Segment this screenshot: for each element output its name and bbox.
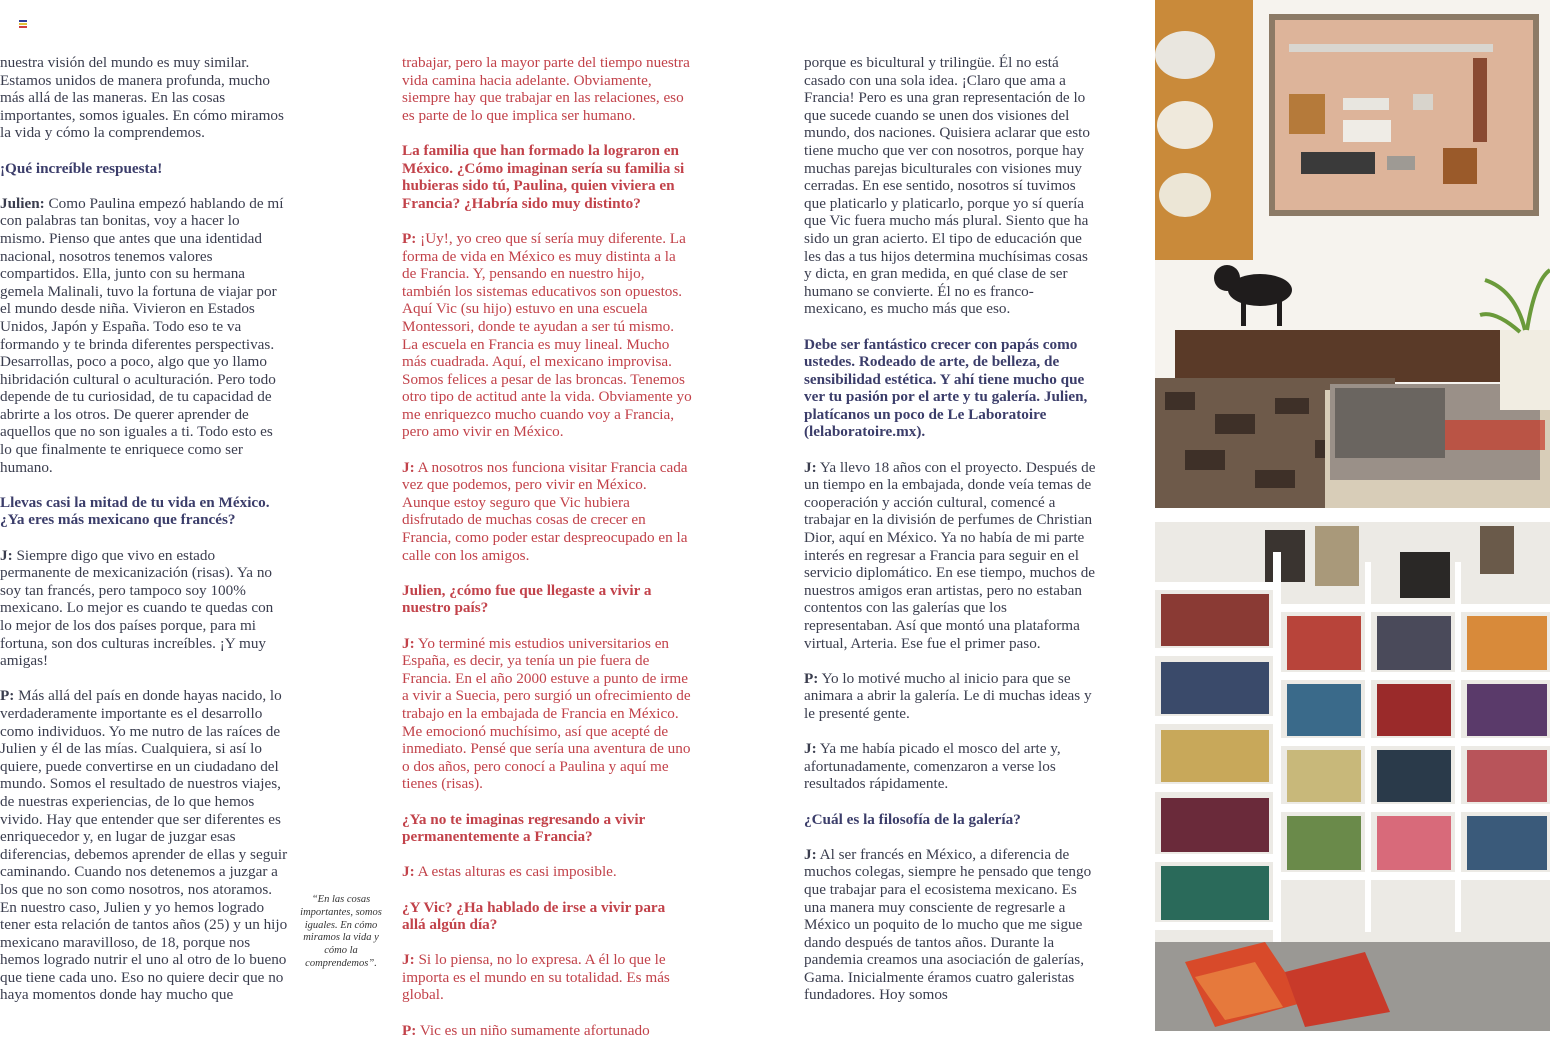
art-wall-illustration: [1155, 0, 1550, 508]
speaker-label: P:: [0, 687, 15, 705]
interview-answer: [804, 459, 1096, 653]
answer-text: Yo terminé mis estudios universitarios en España, es decir, ya tenía un pie fuera de Francia. En el año 2000 estuve a punto de irme a vivir a Suecia, pero surgió un ofrecimiento de trabajo en la embajada de Francia en México. Me emocionó muchísimo, así que acepté de inmediato. Pensé que sería una aventura de uno o dos años, pero conocí a Paulina y aquí me tienes (risas).: [402, 634, 691, 793]
interview-answer: [402, 1022, 692, 1040]
speaker-label: J:: [402, 951, 415, 969]
article-column-3: [804, 54, 1096, 1022]
speaker-label: J:: [402, 863, 415, 881]
interview-question: ¿Ya no te imaginas regresando a vivir permanentemente a Francia?: [402, 810, 646, 846]
interview-answer: [402, 951, 692, 1004]
answer-text: Ya llevo 18 años con el proyecto. Después de un tiempo en la embajada, donde veía temas de cooperación y acción cultural, comencé a trabajar en la división de perfumes de Christian Dior, aquí en México. Ya no había de mi parte interés en regresar a Francia para seguir en el servicio diplomático. En ese tiempo, muchos de nuestros amigos eran artistas, pero no estaban contentos con las galerías que los representaban. Así que montó una plataforma virtual, Arteria. Ese fue el primer paso.: [804, 458, 1096, 652]
paragraph: nuestra visión del mundo es muy similar. Estamos unidos de manera profunda, mucho más allá de las maneras. En las cosas importantes, somos iguales. En cómo miramos la vida y cómo la comprendemos.: [0, 54, 284, 142]
pull-quote: “En las cosas importantes, somos iguales. En cómo miramos la vida y cómo la comprendemos”.: [300, 894, 382, 969]
speaker-label: J:: [804, 458, 817, 476]
answer-text: ¡Uy!, yo creo que sí sería muy diferente. La forma de vida en México es muy distinta a la de Francia. Y, pensando en nuestro hijo, también los sistemas educativos son opuestos. Aquí Vic (su hijo) estuvo en una escuela Montessori, donde te ayudan a ser tú mismo. La escuela en Francia es muy lineal. Mucho más cuadrada. Aquí, el mexicano improvisa. Somos felices a pesar de las broncas. Tenemos otro tipo de actitud ante la vida. Obviamente yo me enriquezco mucho cuando voy a Francia, pero amo vivir en México.: [402, 229, 692, 441]
interview-answer: [0, 687, 288, 1004]
flag-icon: [19, 20, 27, 27]
interview-question: Llevas casi la mitad de tu vida en México. ¿Ya eres más mexicano que francés?: [0, 493, 270, 529]
answer-text: Como Paulina empezó hablando de mí con palabras tan bonitas, voy a hacer lo mismo. Pienso que antes que una identidad nacional, nosotros tenemos valores compartidos. Ella, junto con su hermana gemela Malinali, tuvo la fortuna de viajar por el mundo desde niña. Vivieron en Estados Unidos, Japón y España. Todo eso te va formando y te brinda diferentes perspectivas. Desarrollas, poco a poco, algo que yo llamo hibridación cultural o aculturación. Pero todo depende de tu curiosidad, de tu capacidad de abrirte a los otros. De querer aprender de aquellos que no son iguales a ti. Todo esto es lo que finalmente te enriquece como ser humano.: [0, 194, 284, 476]
interview-answer: [402, 635, 692, 793]
interview-answer: [0, 547, 288, 670]
answer-text: Yo lo motivé mucho al inicio para que se animara a abrir la galería. Le di muchas ideas y le presenté gente.: [804, 669, 1092, 722]
article-column-2: [402, 54, 692, 1057]
speaker-label: J:: [402, 634, 415, 652]
speaker-label: J:: [402, 458, 415, 476]
answer-text: Ya me había picado el mosco del arte y, afortunadamente, comenzaron a verse los resultados rápidamente.: [804, 740, 1061, 793]
answer-text: Siempre digo que vivo en estado permanente de mexicanización (risas). Ya no soy tan francés, pero tampoco soy 100% mexicano. Lo mejor es cuando te quedas con lo mejor de los dos países porque, para mi fortuna, son dos culturas increíbles. ¡Y muy amigas!: [0, 546, 274, 670]
answer-text: Si lo piensa, no lo expresa. A él lo que le importa es el mundo en su totalidad. Es más global.: [402, 951, 670, 1004]
speaker-label: P:: [402, 1021, 417, 1039]
flag-stripe: [19, 23, 27, 25]
interview-question: ¿Cuál es la filosofía de la galería?: [804, 810, 1021, 828]
interview-question: Julien, ¿cómo fue que llegaste a vivir a nuestro país?: [402, 581, 652, 617]
photo-art-wall-dog: [1155, 0, 1550, 508]
speaker-label: P:: [804, 669, 819, 687]
paragraph: porque es bicultural y trilingüe. Él no está casado con una sola idea. ¡Claro que ama a Francia! Pero es una gran representación de lo que sucede cuando se unen dos visiones del mundo, dos naciones. Quisiera aclarar que esto tiene mucho que ver con nosotros, porque hay muchas parejas biculturales con visiones muy cerradas. En ese sentido, nosotros sí tuvimos que platicarlo y platicarlo, porque yo sí quería que Vic fuera mucho más plural. Siento que ha sido un gran acierto. El tipo de educación que les das a tus hijos determina muchísimas cosas y dicta, en gran medida, en qué clase de ser humano se convierte. Él no es franco-mexicano, es mucho más que eso.: [804, 54, 1090, 318]
answer-text: Al ser francés en México, a diferencia de muchos colegas, siempre he pensado que tengo que trabajar para el ecosistema mexicano. Es una manera muy consciente de regresarle a México un poquito de lo mucho que me sigue dando después de tantos años. Durante la pandemia creamos una asociación de galerías, Gama. Inicialmente éramos cuatro galeristas fundadores. Hoy somos: [804, 845, 1092, 1004]
speaker-label: J:: [804, 740, 817, 758]
interview-answer: [0, 195, 288, 477]
interview-question: ¿Y Vic? ¿Ha hablado de irse a vivir para allá algún día?: [402, 898, 666, 934]
speaker-label: P:: [402, 229, 417, 247]
interview-question: ¡Qué increíble respuesta!: [0, 159, 163, 177]
answer-text: Vic es un niño sumamente afortunado: [416, 1021, 650, 1039]
interview-question: Debe ser fantástico crecer con papás como ustedes. Rodeado de arte, de belleza, de sensibilidad estética. Y ahí tiene mucho que ver tu pasión por el arte y tu galería. Julien, platícanos un poco de Le Laboratoire (lelaboratoire.mx).: [804, 335, 1088, 441]
interview-answer: [402, 863, 692, 881]
interview-answer: [804, 846, 1096, 1004]
flag-stripe: [19, 26, 27, 28]
answer-text: A nosotros nos funciona visitar Francia cada vez que podemos, pero vivir en México. Aunque estoy seguro que Vic hubiera disfrutado de muchas cosas de crecer en Francia, como poder estar despreocupado en la calle con los amigos.: [402, 458, 688, 564]
article-column-1: [0, 54, 288, 1022]
photo-bookshelves: [1155, 522, 1550, 1031]
bookshelves-illustration: [1155, 522, 1550, 1031]
interview-answer: [804, 740, 1096, 793]
interview-answer: [402, 230, 692, 441]
speaker-label: J:: [0, 546, 13, 564]
answer-text: A estas alturas es casi imposible.: [414, 863, 617, 881]
answer-text: Más allá del país en donde hayas nacido, lo verdaderamente importante es el desarrollo como individuos. Yo me nutro de las raíces de Julien y él de las mías. Cualquiera, si así lo quiere, puede convertirse en un ciudadano del mundo. Somos el resultado de nuestros viajes, de nuestras experiencias, de lo que hemos vivido. Hay que entender que ser diferentes es enriquecedor y, en lugar de juzgar esas diferencias, debemos aprender de ellas y seguir caminando. Cuando nos detenemos a juzgar a los que no son como nosotros, nos atoramos. En nuestro caso, Julien y yo hemos logrado tener esta relación de tantos años (25) y un hijo mexicano maravilloso, de 18, porque nos hemos logrado nutrir el uno al otro de lo bueno que tiene cada uno. Eso no quiere decir que no haya momentos donde hay mucho que: [0, 687, 288, 1004]
speaker-label: Julien:: [0, 194, 45, 212]
paragraph: trabajar, pero la mayor parte del tiempo nuestra vida camina hacia adelante. Obviamente, siempre hay que trabajar en las relaciones, eso es parte de lo que implica ser humano.: [402, 54, 690, 124]
interview-answer: [402, 459, 692, 565]
flag-stripe: [19, 20, 27, 22]
speaker-label: J:: [804, 845, 817, 863]
interview-answer: [804, 670, 1096, 723]
interview-question: La familia que han formado la lograron en México. ¿Cómo imaginan sería su familia si hubieras sido tú, Paulina, quien viviera en Francia? ¿Habría sido muy distinto?: [402, 141, 685, 212]
